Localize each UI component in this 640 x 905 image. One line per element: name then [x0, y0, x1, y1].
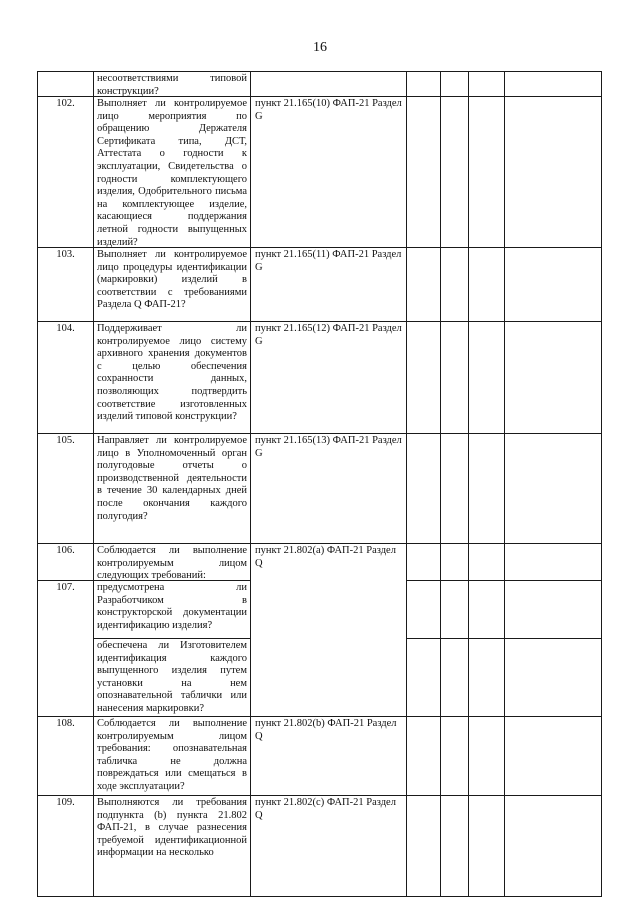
reference-text: пункт 21.802(b) ФАП-21 Раздел Q [255, 718, 397, 742]
question-text: предусмотрена ли Разработчиком в конструкторской документации идентификацию изделия? [97, 582, 247, 631]
row-number: 105. [56, 435, 75, 446]
reference-text: пункт 21.802(a) ФАП-21 Раздел Q [255, 545, 396, 569]
table-border-bottom [37, 896, 602, 897]
question-text: Выполняет ли контролируемое лицо мероприятия по обращению Держателя Сертификата типа, ДСТ, Аттестата о годности к эксплуатации, Свидетельства о годности комплектующего изделия, Одобрительного письма на комплектующее изделие, касающиеся поддержания летной годности выпущенных изделий? [97, 98, 247, 247]
reference-text: пункт 21.165(13) ФАП-21 Раздел G [255, 435, 402, 459]
question-text: Направляет ли контролируемое лицо в Уполномоченный орган полугодовые отчеты о производственной деятельности в течение 30 календарных дней после окончания каждого полугодия? [97, 435, 247, 522]
question-text: Выполняются ли требования подпункта (b) пункта 21.802 ФАП-21, в случае разнесения требуемой идентификационной информации на несколько [97, 797, 247, 859]
question-text: Соблюдается ли выполнение контролируемым лицом следующих требований: [97, 545, 247, 580]
checklist-table [37, 71, 602, 897]
reference-text: пункт 21.165(10) ФАП-21 Раздел G [255, 98, 402, 122]
row-number: 102. [56, 98, 75, 109]
question-text: обеспечена ли Изготовителем идентификация каждого выпущенного изделия путем установки на нем опознавательной таблички или нанесения маркировки? [97, 640, 247, 714]
row-number: 107. [56, 582, 75, 593]
column-divider [440, 71, 441, 897]
column-divider [468, 71, 469, 897]
reference-text: пункт 21.802(c) ФАП-21 Раздел Q [255, 797, 396, 821]
row-number: 104. [56, 323, 75, 334]
question-text: несоответствиями типовой конструкции? [97, 73, 247, 96]
row-number: 109. [56, 797, 75, 808]
page-number: 16 [313, 40, 327, 55]
row-number: 106. [56, 545, 75, 556]
row-divider [406, 638, 602, 639]
row-number: 103. [56, 249, 75, 260]
reference-text: пункт 21.165(11) ФАП-21 Раздел G [255, 249, 402, 273]
question-text: Выполняет ли контролируемое лицо процедуры идентификации (маркировки) изделий в соответствии с требованиями Раздела Q ФАП-21? [97, 249, 247, 311]
column-divider [406, 71, 407, 897]
column-divider [504, 71, 505, 897]
table-border-right [601, 71, 602, 897]
question-text: Поддерживает ли контролируемое лицо систему архивного хранения документов с целью обеспечения сохранности данных, позволяющих подтвердить соответствие изготовленных изделий типовой конструкции? [97, 323, 247, 423]
reference-text: пункт 21.165(12) ФАП-21 Раздел G [255, 323, 402, 347]
question-text: Соблюдается ли выполнение контролируемым лицом требования: опознавательная табличка не должна повреждаться или смещаться в ходе эксплуатации? [97, 718, 247, 792]
row-divider [406, 580, 602, 581]
row-number: 108. [56, 718, 75, 729]
